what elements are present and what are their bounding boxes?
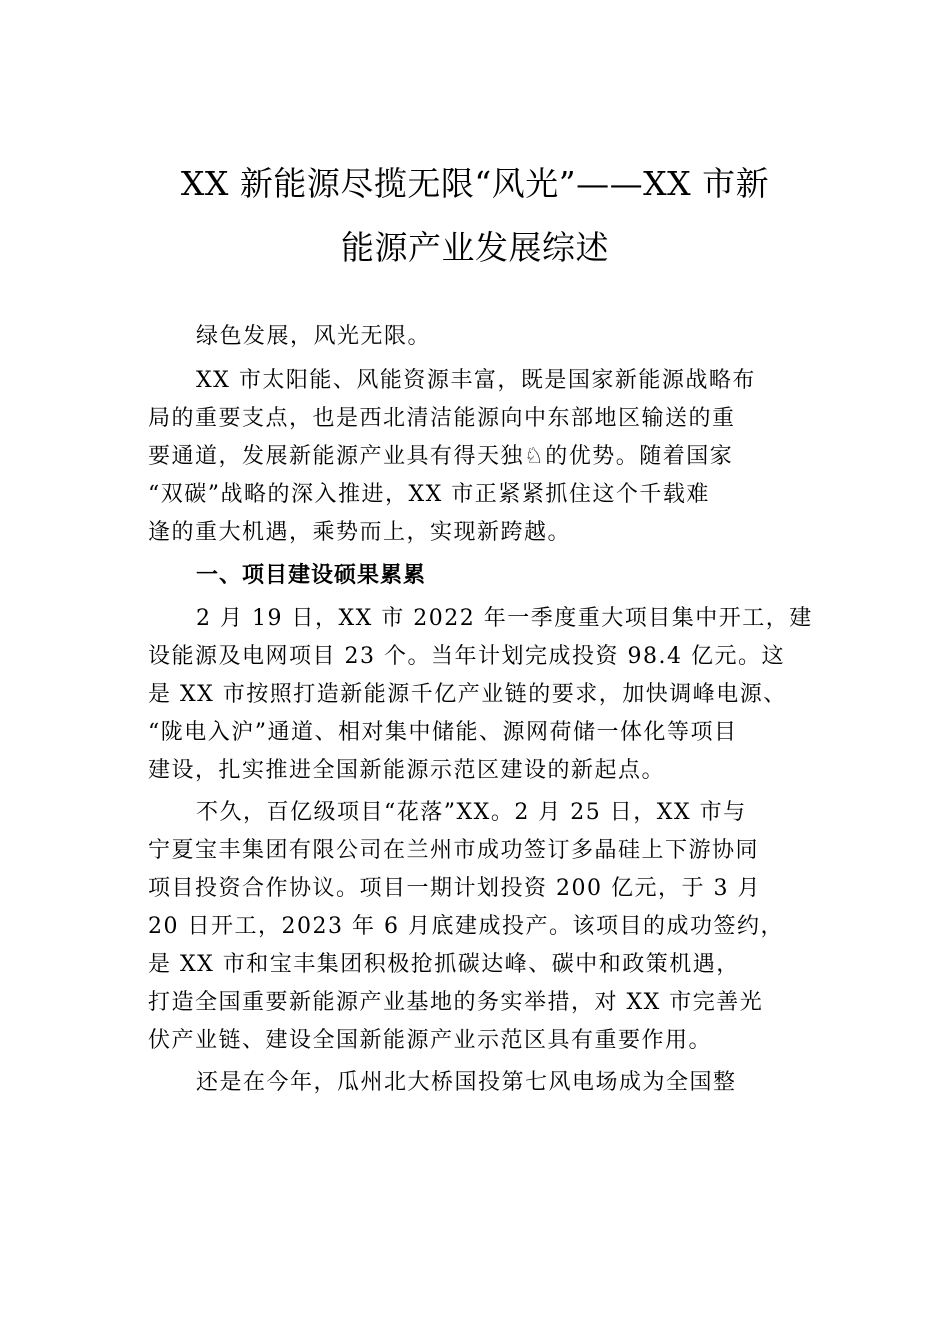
paragraph-baofeng-project bbox=[148, 794, 838, 1060]
text-line: 建设，扎实推进全国新能源示范区建设的新起点。 bbox=[148, 758, 666, 783]
text-line: 绿色发展，风光无限。 bbox=[196, 324, 432, 349]
paragraph-intro bbox=[148, 318, 838, 356]
paragraph-project-start bbox=[148, 600, 838, 790]
document-body bbox=[148, 318, 838, 1102]
text-line: 项目投资合作协议。项目一期计划投资 200 亿元，于 3 月 bbox=[148, 876, 761, 901]
text-line: 宁夏宝丰集团有限公司在兰州市成功签订多晶硅上下游协同 bbox=[148, 838, 760, 863]
document-title-line-1: XX 新能源尽揽无限“风光”——XX 市新 bbox=[180, 164, 770, 203]
text-line: 要通道，发展新能源产业具有得天独♘的优势。随着国家 bbox=[148, 444, 734, 469]
text-line: 局的重要支点，也是西北清洁能源向中东部地区输送的重 bbox=[148, 406, 736, 431]
paragraph-background bbox=[148, 362, 838, 552]
text-line: 逢的重大机遇，乘势而上，实现新跨越。 bbox=[148, 520, 572, 545]
document-title-line-2: 能源产业发展综述 bbox=[341, 228, 609, 267]
section-heading: 一、项目建设硕果累累 bbox=[196, 563, 427, 588]
text-line: 设能源及电网项目 23 个。当年计划完成投资 98.4 亿元。这 bbox=[148, 644, 785, 669]
text-line: 2 月 19 日，XX 市 2022 年一季度重大项目集中开工，建 bbox=[196, 606, 813, 631]
text-line: 打造全国重要新能源产业基地的务实举措，对 XX 市完善光 bbox=[148, 990, 764, 1015]
text-line: 不久，百亿级项目“花落”XX。2 月 25 日，XX 市与 bbox=[196, 800, 747, 825]
text-line: 是 XX 市和宝丰集团积极抢抓碳达峰、碳中和政策机遇， bbox=[148, 952, 740, 977]
text-line: 是 XX 市按照打造新能源千亿产业链的要求，加快调峰电源、 bbox=[148, 682, 787, 707]
text-line: 伏产业链、建设全国新能源产业示范区具有重要作用。 bbox=[148, 1028, 713, 1053]
text-line: “陇电入沪”通道、相对集中储能、源网荷储一体化等项目 bbox=[148, 720, 738, 745]
text-line: 20 日开工，2023 年 6 月底建成投产。该项目的成功签约， bbox=[148, 914, 784, 939]
text-line: “双碳”战略的深入推进，XX 市正紧紧抓住这个千载难 bbox=[148, 482, 710, 507]
text-line: XX 市太阳能、风能资源丰富，既是国家新能源战略布 bbox=[196, 368, 756, 393]
paragraph-wind-farm bbox=[148, 1064, 838, 1102]
text-line: 还是在今年，瓜州北大桥国投第七风电场成为全国整 bbox=[196, 1070, 737, 1095]
